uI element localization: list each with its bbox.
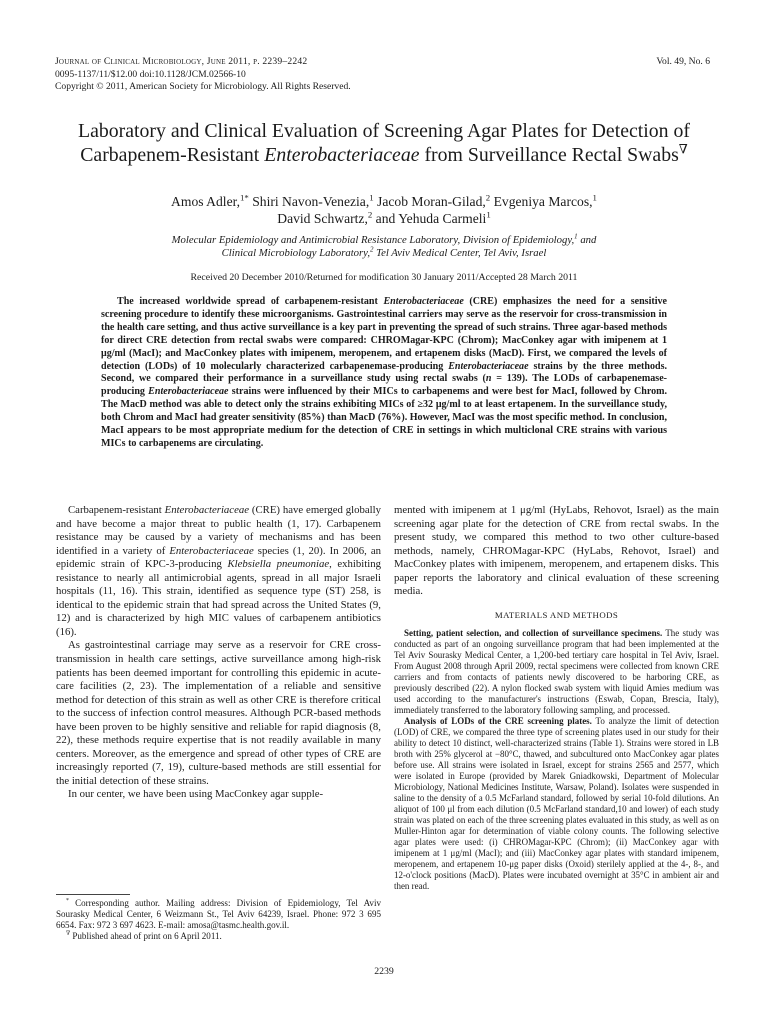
footnote-text: Published ahead of print on 6 April 2011. [70,931,222,942]
intro-paragraph-continued: mented with imipenem at 1 μg/ml (HyLabs, Rehovot, Israel) as the main screening agar plate for the detection of CRE from rectal swabs. In the present study, we compared this method to two other culture-based methods, namely, CHROMagar-KPC (HyLabs, Rehovot, Israel) and MacConkey plates with imipenem, meropenem, and ertapenem disks. This paper reports the laboratory and clinical evaluation of these screening media. [394,504,719,598]
author-2-sup: 1 [369,192,374,203]
methods-paragraph-1 [394,628,719,716]
right-column [394,504,719,892]
intro-paragraph-3: In our center, we have been using MacConkey agar supple- [68,788,324,801]
footnote-corresponding [56,898,381,931]
title-footnote-mark: ∇ [678,141,688,156]
journal-citation: Journal of Clinical Microbiology, June 2011, p. 2239–2242 [55,56,308,67]
author-list [60,193,708,227]
author-5-sup: 2 [367,209,373,220]
footnote-text: Corresponding author. Mailing address: Division of Epidemiology, Tel Aviv Sourasky Medical Center, 6 Weizmann St., Tel Aviv 64239, Israel. Phone: 972 3 695 6654. Fax: 972 3 697 4623. E-mail: amosa@tasmc.health.gov.il. [56,898,381,931]
title-italic: Enterobacteriaceae [264,143,420,166]
abstract-italic: n [485,373,492,385]
author-4: Evgeniya Marcos, [490,194,593,209]
affil-2-location: Tel Aviv Medical Center, Tel Aviv, Israel [373,247,547,259]
body-italic: Enterobacteriaceae [169,544,254,557]
author-4-sup: 1 [592,192,597,203]
received-dates: Received 20 December 2010/Returned for modification 30 January 2011/Accepted 28 March 2011 [190,272,578,283]
abstract-text: strains by the three methods. Second, we compared their performance in a surveillance study using rectal swabs ( [101,360,668,385]
author-5: David Schwartz, [277,211,368,226]
affil-1-sup: 1 [574,232,578,241]
footnote-mark: ∇ [66,931,71,938]
abstract-text: (CRE) emphasizes the need for a sensitive screening procedure to identify these microorganisms. Gastrointestinal carriers may serve as the reservoir for cross-transmission in the health care setting, and thus active surveillance is a key part in preventing the spread of such strains. Three agar-based methods for direct CRE detection from rectal swabs were compared: CHROMagar-KPC (Chrom); MacConkey agar with imipenem at 1 μg/ml (MacI); and MacConkey plates with imipenem, meropenem, and ertapenem disks (MacD). First, we compared the levels of detection (LODs) of 10 molecularly characterized carbapenemase-producing [101,296,667,372]
abstract [101,296,667,451]
methods-subheading: Setting, patient selection, and collection of surveillance specimens. [404,627,663,638]
footnotes [56,898,381,942]
issn-doi: 0095-1137/11/$12.00 doi:10.1128/JCM.02566-10 [55,68,246,80]
body-text: , exhibiting resistance to nearly all antimicrobial agents, spread in all major Israeli hospitals (11, 16). This strain, identified as sequence type (ST) 258, is identical to the epidemic strain that had spread across the United States (9, 12) and is characterized by high MIC values of carbapenem antibiotics (16). [56,558,382,638]
author-6-sup: 1 [486,209,491,220]
footnote-divider [56,894,130,895]
author-3-sup: 2 [485,192,491,203]
author-6: and Yehuda Carmeli [372,211,487,226]
abstract-italic: Enterobacteriaceae [148,386,229,398]
abstract-italic: Enterobacteriaceae [448,360,529,372]
body-text: species (1, 20). In 2006, an epidemic strain of KPC-3-producing [56,544,381,571]
body-text: (CRE) have emerged globally and have become a major threat to public health (1, 17). Carbapenem resistance may be caused by a variety of mechanisms and has been identified in a variety of [56,504,381,557]
body-text: Carbapenem-resistant [68,504,165,516]
methods-text: To analyze the limit of detection (LOD) of CRE, we compared the three type of screening plates used in our study for their ability to detect 10 distinct, well-characterized strains (Table 1). Strains were stored in LB broth with 25% glycerol at −80°C, thawed, and subcultured onto MacConkey agar plates before use. All strains were isolated in Israel, except for strains 2565 and 2577, which were isolated in Europe (provided by Marek Gniadkowski, Department of Molecular Microbiology, National Medicines Institute, Warsaw, Poland). Isolates were suspended in saline to the density of a 0.5 McFarland standard, followed by serial 10-fold dilutions. An aliquot of 100 μl from each dilution (0.5 McFarland standard,10 and lower) of each study strain was plated on each of the three screening plates evaluated in this study, as well as on Muller-Hinton agar for determination of viable colony counts. The following selective agar plates were used: (i) CHROMagar-KPC (Chrom); (ii) MacConkey agar with imipenem at 1 μg/ml (MacI); and (iii) MacConkey agar plates with standard imipenem, meropenem, and ertapenem 10-μg paper disks (Oxoid) sterilely applied at the 4-, 8-, and 12-o'clock positions (MacD). Plates were incubated overnight at 35°C in ambient air and then read. [394,715,719,891]
title-text-2: from Surveillance Rectal Swabs [419,143,679,166]
title-text-1: Laboratory and Clinical Evaluation of Screening Agar Plates for Detection of Carbapenem-Resistant [78,120,690,166]
body-italic: Klebsiella pneumoniae [227,558,330,571]
running-header [55,56,710,94]
page-number: 2239 [374,966,394,977]
section-heading: MATERIALS AND METHODS [494,609,619,620]
body-italic: Enterobacteriaceae [164,504,249,516]
affil-1-and: and [577,234,597,246]
affil-2: Clinical Microbiology Laboratory, [221,247,370,259]
author-3: Jacob Moran-Gilad, [373,194,486,209]
footnote-mark: * [66,897,69,904]
left-column [56,504,381,802]
abstract-text: strains were influenced by their MICs to carbapenems and were best for MacI, followed by Chrom. The MacD method was able to detect only the strains exhibiting MICs of ≥32 μg/ml to at least ertapenem. In the surveillance study, both Chrom and MacI had greater sensitivity (85%) than MacD (76%). However, MacI was the most specific method. In conclusion, MacI appears to be most appropriate medium for the detection of CRE in settings in which multiclonal CRE strains with various MICs to carbapenems are circulating. [101,386,668,449]
affil-1: Molecular Epidemiology and Antimicrobial Resistance Laboratory, Division of Epidemiology, [171,234,575,246]
abstract-text: = 139). The LODs of carbapenemase-producing [101,373,667,398]
article-title [60,120,708,167]
intro-paragraph-1 [56,504,381,639]
methods-text: The study was conducted as part of an ongoing surveillance program that had been implemented at the Tel Aviv Sourasky Medical Center, a 1,200-bed tertiary care hospital in Tel Aviv, Israel. From August 2008 through April 2009, rectal specimens were collected from known CRE carriers and from contacts of patients newly discovered to be harboring CRE, as previously described (22). A nylon flocked swab system with liquid Amies medium was used according to the manufacturer's instructions (Eswab, Copan, Brescia, Italy), immediately transferred to the laboratory following sampling, and processed. [394,627,719,715]
affiliations [60,234,708,260]
author-2: Shiri Navon-Venezia, [248,194,370,209]
copyright: Copyright © 2011, American Society for Microbiology. All Rights Reserved. [55,81,351,93]
methods-paragraph-2 [394,716,719,892]
intro-paragraph-2: As gastrointestinal carriage may serve as a reservoir for CRE cross-transmission in health care settings, active surveillance among high-risk patients has been deemed important for controlling this epidemic in acute-care facilities (2, 23). The implementation of a reliable and sensitive method for detection of this strain as well as other CRE is therefore critical to the success of infection control measures. Although PCR-based methods have been proven to be highly sensitive and reliable for rapid diagnosis (8, 22), these methods require expertise that is not readily available in many centers. Moreover, as the emergence and spread of other types of CRE are increasingly reported (7, 19), culture-based methods are still essential for the initial detection of these strains. [56,639,381,787]
footnote-published [56,931,381,942]
methods-subheading: Analysis of LODs of the CRE screening plates. [404,715,592,726]
abstract-text: The increased worldwide spread of carbapenem-resistant [117,296,384,307]
author-1: Amos Adler, [171,194,240,209]
volume-issue: Vol. 49, No. 6 [656,56,710,67]
affil-2-sup: 2 [370,245,374,254]
abstract-italic: Enterobacteriaceae [383,296,464,307]
author-1-sup: 1* [239,192,249,203]
